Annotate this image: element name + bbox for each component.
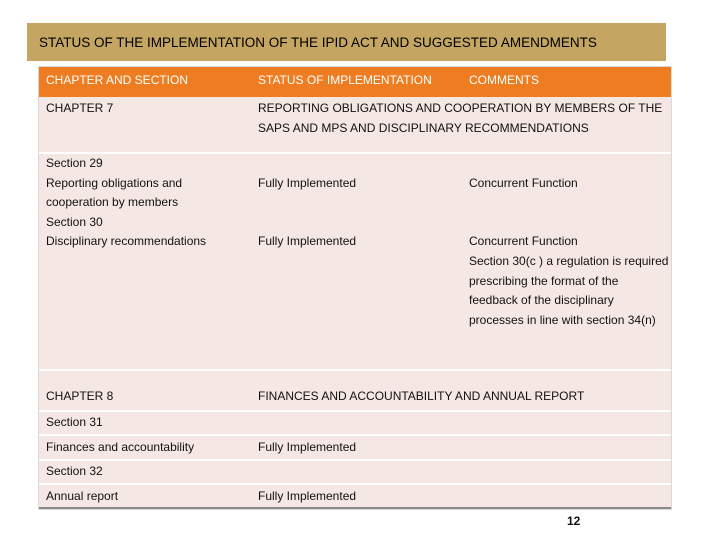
chapter-8-label: CHAPTER 8: [46, 389, 114, 403]
section-29-name-line1: Reporting obligations and: [46, 176, 183, 190]
section-30-name: Disciplinary recommendations: [46, 234, 207, 248]
section-31-label: Section 31: [46, 415, 103, 429]
row-divider: [39, 459, 671, 461]
page-title: STATUS OF THE IMPLEMENTATION OF THE IPID ACT AND SUGGESTED AMENDMENTS: [27, 23, 666, 61]
section-29-name-line2: cooperation by members: [46, 195, 179, 209]
section-29-comment: Concurrent Function: [469, 176, 578, 190]
header-comments: COMMENTS: [469, 73, 539, 87]
row-divider: [39, 434, 671, 436]
section-31-status: Fully Implemented: [258, 440, 357, 454]
header-status: STATUS OF IMPLEMENTATION: [258, 73, 432, 87]
section-32-label: Section 32: [46, 464, 103, 478]
section-30-label: Section 30: [46, 215, 103, 229]
row-divider: [39, 152, 671, 154]
section-30-comment-title: Concurrent Function: [469, 234, 578, 248]
table-bottom-border: [39, 507, 671, 509]
chapter-7-label: CHAPTER 7: [46, 101, 114, 115]
row-divider: [39, 410, 671, 412]
page-number: 12: [567, 514, 581, 528]
row-divider: [39, 483, 671, 485]
section-29-label: Section 29: [46, 156, 103, 170]
chapter-7-heading: REPORTING OBLIGATIONS AND COOPERATION BY MEMBERS OF THE SAPS AND MPS AND DISCIPLINARY RECOMMENDATIONS: [258, 101, 663, 135]
section-30-comment-body: Section 30(c ) a regulation is required prescribing the format of the feedback of the disciplinary processes in line with section 34(n): [469, 254, 669, 327]
row-divider: [39, 369, 671, 371]
implementation-table: [38, 66, 672, 510]
section-31-name: Finances and accountability: [46, 440, 195, 454]
chapter-8-heading: FINANCES AND ACCOUNTABILITY AND ANNUAL REPORT: [258, 389, 585, 403]
section-32-status: Fully Implemented: [258, 489, 357, 503]
header-chapter-section: CHAPTER AND SECTION: [46, 73, 189, 87]
table-header-row: [39, 67, 671, 97]
section-32-name: Annual report: [46, 489, 119, 503]
section-30-status: Fully Implemented: [258, 234, 357, 248]
section-29-status: Fully Implemented: [258, 176, 357, 190]
